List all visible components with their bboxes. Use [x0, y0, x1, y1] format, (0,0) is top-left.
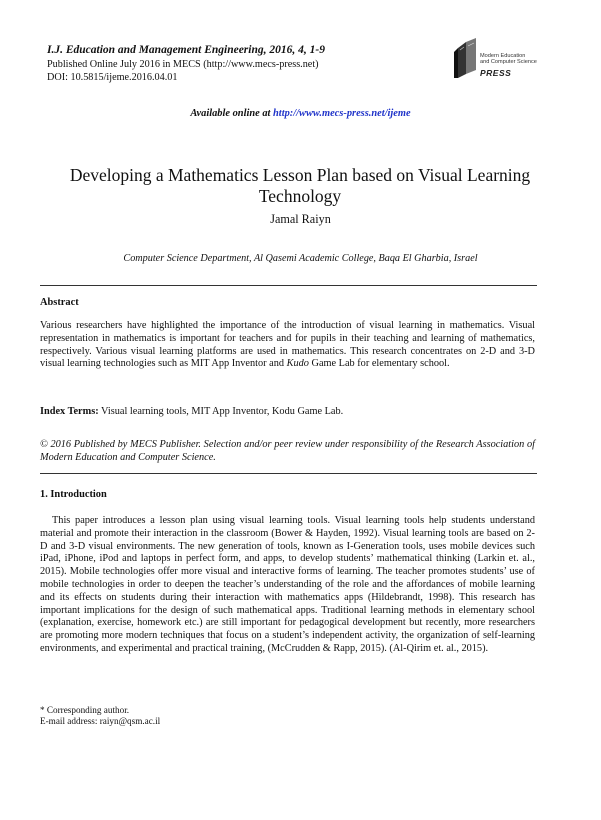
mecs-press-logo — [452, 34, 552, 84]
journal-link[interactable]: http://www.mecs-press.net/ijeme — [273, 108, 411, 119]
logo-line-2: and Computer Science — [480, 59, 537, 66]
paper-title: Developing a Mathematics Lesson Plan based on Visual Learning Technology — [69, 165, 531, 206]
footnote-corresponding: * Corresponding author. — [40, 705, 130, 715]
abstract-text-italic: Kudo — [286, 358, 309, 370]
abstract-text — [40, 320, 535, 371]
doi: DOI: 10.5815/ijeme.2016.04.01 — [47, 72, 178, 83]
abstract-text-part-2: Game Lab for elementary school. — [308, 358, 450, 370]
footnote-email: E-mail address: raiyn@qsm.ac.il — [40, 716, 161, 726]
journal-citation: I.J. Education and Management Engineering, 2016, 4, 1-9 — [47, 44, 325, 56]
introduction-text: This paper introduces a lesson plan using visual learning tools. Visual learning tools help students understand material and promote their interaction in the classroom (Bower & Hayden, 1992). Visual learning tools are based on 2-D and 3-D visual environments. The new generation of tools, known as I-Generation tools, uses mobile devices such iPad, iPhone, iPod and laptops in perfect form, and apps, to develop students’ mathematical thinking (Larkin et. al., 2015). Mobile technologies offer more visual and interactive forms of learning. The teacher promotes students’ use of mobile technologies in order to deepen the teacher’s understanding of the role and the affordances of mobile learning and its effects on students during their interaction with mathematics apps (Hildebrandt, 1998). This research has important implications for the design of such mathematical apps. Traditional learning methods in elementary school (explanation, exercise, homework etc.) are still important for pedagogical development but recently, more researchers are promoting more modern techniques that focus on a student’s independent activity, the organization of self-learning environments, and experimental and practical training, (McCrudden & Rapp, 2015). (Al-Qirim et. al., 2015). — [40, 515, 535, 654]
publication-info: Published Online July 2016 in MECS (http://www.mecs-press.net) — [47, 59, 319, 70]
copyright-notice: © 2016 Published by MECS Publisher. Selection and/or peer review under responsibility of the Research Association of Modern Education and Computer Science. — [40, 439, 535, 463]
divider-bottom — [40, 473, 537, 474]
logo-line-1: Modern Education — [480, 53, 526, 59]
index-terms-text: Visual learning tools, MIT App Inventor, Kodu Game Lab. — [98, 406, 344, 417]
divider-top — [40, 285, 537, 286]
introduction-heading: 1. Introduction — [40, 489, 107, 500]
abstract-heading: Abstract — [40, 297, 79, 308]
availability-prefix: Available online at — [190, 108, 274, 119]
author-name: Jamal Raiyn — [270, 212, 331, 226]
author-affiliation: Computer Science Department, Al Qasemi Academic College, Baqa El Gharbia, Israel — [123, 253, 478, 264]
availability-line — [0, 108, 601, 119]
book-icon — [452, 34, 482, 78]
index-terms — [40, 406, 535, 419]
abstract-text-part-1: Various researchers have highlighted the importance of the introduction of visual learning in mathematics. Visual representation in mathematics is important for teachers and for pupils in their teaching and learning of mathematics, respectively. Various visual learning platforms are used in mathematics. This research concentrates on 2-D and 3-D visual learning technologies such as MIT App Inventor and — [40, 320, 535, 370]
logo-press: PRESS — [480, 68, 512, 78]
index-terms-label: Index Terms: — [40, 406, 99, 417]
